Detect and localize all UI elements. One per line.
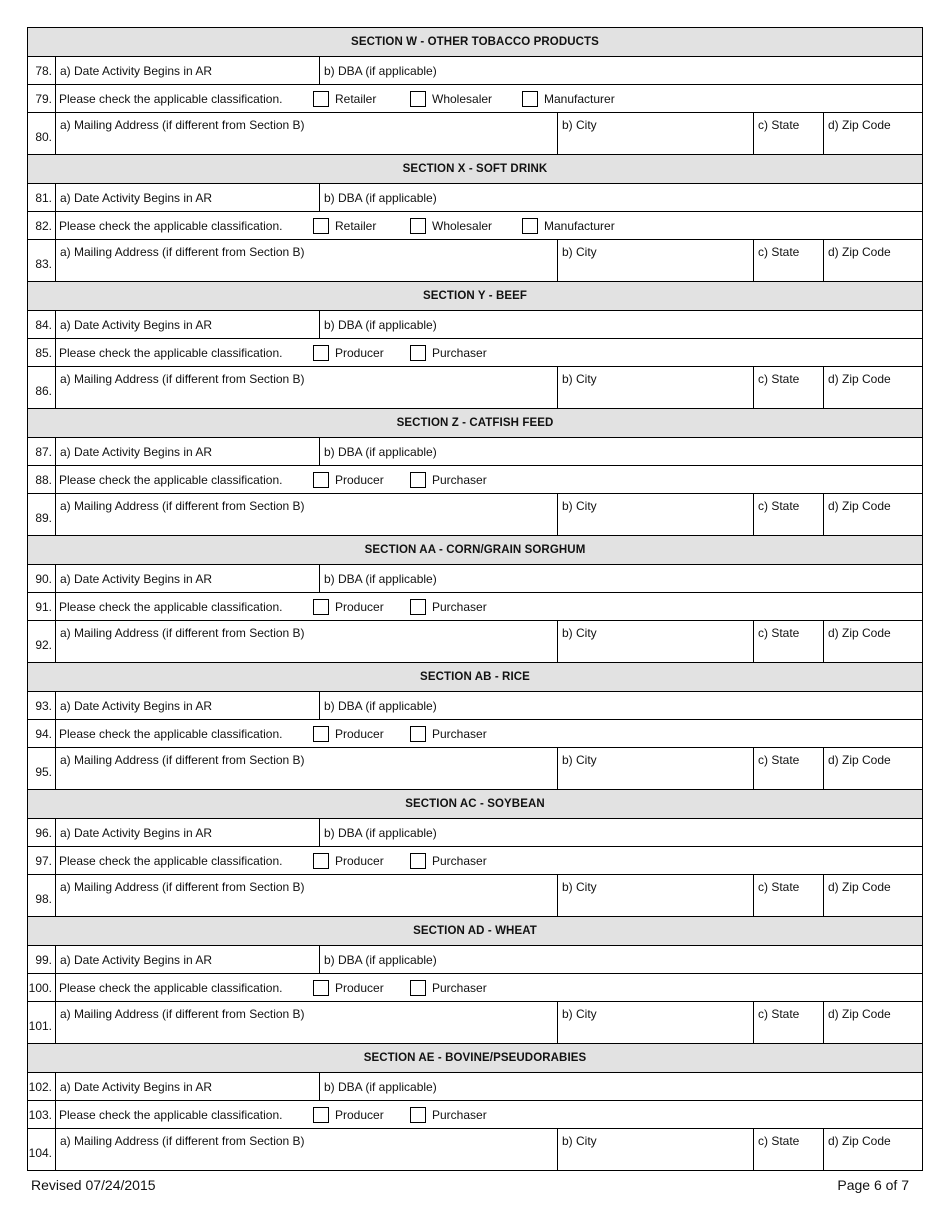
classification-option	[522, 218, 615, 234]
checkbox[interactable]	[313, 218, 329, 234]
zip-code-field[interactable]: d) Zip Code	[828, 245, 891, 259]
option-label: Purchaser	[432, 980, 487, 995]
option-label: Purchaser	[432, 853, 487, 868]
classification-option	[410, 1107, 522, 1123]
line-number: 101.	[28, 1002, 56, 1043]
zip-code-field[interactable]: d) Zip Code	[828, 753, 891, 767]
checkbox[interactable]	[410, 1107, 426, 1123]
classification-cell	[56, 847, 922, 874]
dba-field[interactable]: b) DBA (if applicable)	[324, 571, 437, 586]
city-field[interactable]: b) City	[558, 621, 754, 662]
line-number: 97.	[28, 847, 56, 874]
line-number: 94.	[28, 720, 56, 747]
date-dba-row	[28, 311, 922, 339]
checkbox[interactable]	[410, 980, 426, 996]
date-dba-row	[28, 692, 922, 720]
section-header: SECTION AC - SOYBEAN	[28, 790, 922, 819]
date-dba-row	[28, 565, 922, 593]
dba-field[interactable]: b) DBA (if applicable)	[324, 63, 437, 78]
option-label: Retailer	[335, 218, 377, 233]
option-label: Manufacturer	[544, 218, 615, 233]
line-number: 87.	[28, 438, 56, 465]
date-activity-field[interactable]: a) Date Activity Begins in AR	[56, 1073, 320, 1100]
date-dba-row	[28, 184, 922, 212]
line-number: 104.	[28, 1129, 56, 1170]
classification-option	[410, 726, 522, 742]
dba-field[interactable]: b) DBA (if applicable)	[324, 825, 437, 840]
checkbox[interactable]	[410, 472, 426, 488]
classification-label: Please check the applicable classification.	[59, 472, 283, 487]
classification-option	[313, 726, 410, 742]
checkbox[interactable]	[410, 853, 426, 869]
checkbox[interactable]	[410, 218, 426, 234]
state-field[interactable]: c) State	[754, 748, 824, 789]
address-row	[28, 621, 922, 663]
state-field[interactable]: c) State	[754, 240, 824, 281]
classification-label: Please check the applicable classification.	[59, 345, 283, 360]
section-header: SECTION AE - BOVINE/PSEUDORABIES	[28, 1044, 922, 1073]
address-row	[28, 1129, 922, 1171]
checkbox[interactable]	[313, 1107, 329, 1123]
line-number: 90.	[28, 565, 56, 592]
classification-option	[410, 853, 522, 869]
date-dba-row	[28, 946, 922, 974]
mailing-address-field[interactable]: a) Mailing Address (if different from Section B)	[56, 1129, 558, 1170]
dba-field[interactable]: b) DBA (if applicable)	[324, 444, 437, 459]
zip-code-field[interactable]: d) Zip Code	[828, 626, 891, 640]
checkbox[interactable]	[313, 472, 329, 488]
classification-cell	[56, 466, 922, 493]
state-field[interactable]: c) State	[754, 1129, 824, 1170]
option-label: Wholesaler	[432, 218, 493, 233]
line-number: 84.	[28, 311, 56, 338]
city-field[interactable]: b) City	[558, 1129, 754, 1170]
classification-row	[28, 720, 922, 748]
checkbox[interactable]	[410, 599, 426, 615]
classification-cell	[56, 85, 922, 112]
date-activity-field[interactable]: a) Date Activity Begins in AR	[56, 184, 320, 211]
line-number: 95.	[28, 748, 56, 789]
classification-cell	[56, 720, 922, 747]
line-number: 82.	[28, 212, 56, 239]
option-label: Purchaser	[432, 472, 487, 487]
state-field[interactable]: c) State	[754, 621, 824, 662]
address-row	[28, 367, 922, 409]
classification-option	[410, 980, 522, 996]
option-label: Producer	[335, 345, 384, 360]
checkbox[interactable]	[313, 599, 329, 615]
mailing-address-field[interactable]: a) Mailing Address (if different from Section B)	[56, 621, 558, 662]
checkbox[interactable]	[313, 91, 329, 107]
option-label: Purchaser	[432, 726, 487, 741]
line-number: 103.	[28, 1101, 56, 1128]
checkbox[interactable]	[313, 345, 329, 361]
classification-option	[313, 218, 410, 234]
section-header: SECTION Z - CATFISH FEED	[28, 409, 922, 438]
option-label: Producer	[335, 1107, 384, 1122]
line-number: 99.	[28, 946, 56, 973]
classification-label: Please check the applicable classification.	[59, 91, 283, 106]
classification-row	[28, 847, 922, 875]
date-activity-field[interactable]: a) Date Activity Begins in AR	[56, 692, 320, 719]
classification-cell	[56, 1101, 922, 1128]
address-row	[28, 113, 922, 155]
option-label: Retailer	[335, 91, 377, 106]
line-number: 83.	[28, 240, 56, 281]
zip-code-field[interactable]: d) Zip Code	[828, 880, 891, 894]
option-label: Producer	[335, 599, 384, 614]
dba-field[interactable]: b) DBA (if applicable)	[324, 317, 437, 332]
zip-code-field[interactable]: d) Zip Code	[828, 499, 891, 513]
zip-code-field[interactable]: d) Zip Code	[828, 118, 891, 132]
dba-field[interactable]: b) DBA (if applicable)	[324, 698, 437, 713]
zip-code-field[interactable]: d) Zip Code	[828, 1007, 891, 1021]
classification-cell	[56, 593, 922, 620]
dba-field[interactable]: b) DBA (if applicable)	[324, 190, 437, 205]
revised-date: Revised 07/24/2015	[31, 1177, 156, 1193]
checkbox[interactable]	[410, 91, 426, 107]
zip-code-field[interactable]: d) Zip Code	[828, 1134, 891, 1148]
classification-label: Please check the applicable classification.	[59, 726, 283, 741]
dba-field[interactable]: b) DBA (if applicable)	[324, 1079, 437, 1094]
checkbox[interactable]	[410, 345, 426, 361]
line-number: 86.	[28, 367, 56, 408]
option-label: Wholesaler	[432, 91, 493, 106]
date-activity-field[interactable]: a) Date Activity Begins in AR	[56, 438, 320, 465]
classification-row	[28, 974, 922, 1002]
line-number: 91.	[28, 593, 56, 620]
option-label: Producer	[335, 853, 384, 868]
line-number: 78.	[28, 57, 56, 84]
classification-label: Please check the applicable classification.	[59, 853, 283, 868]
classification-cell	[56, 339, 922, 366]
line-number: 100.	[28, 974, 56, 1001]
city-field[interactable]: b) City	[558, 367, 754, 408]
classification-option	[410, 599, 522, 615]
address-row	[28, 240, 922, 282]
checkbox[interactable]	[313, 980, 329, 996]
option-label: Producer	[335, 726, 384, 741]
city-field[interactable]: b) City	[558, 875, 754, 916]
line-number: 81.	[28, 184, 56, 211]
address-row	[28, 494, 922, 536]
line-number: 102.	[28, 1073, 56, 1100]
mailing-address-field[interactable]: a) Mailing Address (if different from Section B)	[56, 494, 558, 535]
classification-option	[313, 345, 410, 361]
state-field[interactable]: c) State	[754, 1002, 824, 1043]
page-number: Page 6 of 7	[837, 1177, 909, 1193]
date-dba-row	[28, 1073, 922, 1101]
date-activity-field[interactable]: a) Date Activity Begins in AR	[56, 311, 320, 338]
classification-option	[313, 980, 410, 996]
mailing-address-field[interactable]: a) Mailing Address (if different from Section B)	[56, 113, 558, 154]
state-field[interactable]: c) State	[754, 875, 824, 916]
classification-row	[28, 1101, 922, 1129]
classification-row	[28, 339, 922, 367]
date-activity-field[interactable]: a) Date Activity Begins in AR	[56, 565, 320, 592]
section-header: SECTION AB - RICE	[28, 663, 922, 692]
classification-row	[28, 466, 922, 494]
address-row	[28, 1002, 922, 1044]
state-field[interactable]: c) State	[754, 113, 824, 154]
section-header: SECTION AD - WHEAT	[28, 917, 922, 946]
mailing-address-field[interactable]: a) Mailing Address (if different from Section B)	[56, 748, 558, 789]
classification-option	[522, 91, 615, 107]
date-dba-row	[28, 819, 922, 847]
form-table	[27, 27, 923, 1171]
section-header: SECTION AA - CORN/GRAIN SORGHUM	[28, 536, 922, 565]
section-header: SECTION X - SOFT DRINK	[28, 155, 922, 184]
classification-option	[410, 345, 522, 361]
line-number: 79.	[28, 85, 56, 112]
address-row	[28, 748, 922, 790]
classification-cell	[56, 212, 922, 239]
classification-option	[410, 218, 522, 234]
checkbox[interactable]	[410, 726, 426, 742]
date-activity-field[interactable]: a) Date Activity Begins in AR	[56, 57, 320, 84]
city-field[interactable]: b) City	[558, 494, 754, 535]
option-label: Purchaser	[432, 345, 487, 360]
classification-label: Please check the applicable classification.	[59, 1107, 283, 1122]
city-field[interactable]: b) City	[558, 113, 754, 154]
line-number: 92.	[28, 621, 56, 662]
classification-row	[28, 212, 922, 240]
section-header: SECTION W - OTHER TOBACCO PRODUCTS	[28, 28, 922, 57]
mailing-address-field[interactable]: a) Mailing Address (if different from Section B)	[56, 875, 558, 916]
line-number: 98.	[28, 875, 56, 916]
classification-row	[28, 593, 922, 621]
state-field[interactable]: c) State	[754, 494, 824, 535]
date-dba-row	[28, 438, 922, 466]
classification-label: Please check the applicable classification.	[59, 599, 283, 614]
option-label: Producer	[335, 472, 384, 487]
zip-code-field[interactable]: d) Zip Code	[828, 372, 891, 386]
line-number: 85.	[28, 339, 56, 366]
city-field[interactable]: b) City	[558, 1002, 754, 1043]
classification-option	[410, 472, 522, 488]
classification-option	[313, 599, 410, 615]
classification-option	[410, 91, 522, 107]
address-row	[28, 875, 922, 917]
mailing-address-field[interactable]: a) Mailing Address (if different from Section B)	[56, 1002, 558, 1043]
classification-cell	[56, 974, 922, 1001]
date-activity-field[interactable]: a) Date Activity Begins in AR	[56, 819, 320, 846]
classification-option	[313, 91, 410, 107]
dba-field[interactable]: b) DBA (if applicable)	[324, 952, 437, 967]
option-label: Purchaser	[432, 599, 487, 614]
line-number: 96.	[28, 819, 56, 846]
option-label: Manufacturer	[544, 91, 615, 106]
classification-option	[313, 1107, 410, 1123]
checkbox[interactable]	[313, 853, 329, 869]
checkbox[interactable]	[522, 91, 538, 107]
city-field[interactable]: b) City	[558, 748, 754, 789]
date-dba-row	[28, 57, 922, 85]
line-number: 93.	[28, 692, 56, 719]
line-number: 80.	[28, 113, 56, 154]
state-field[interactable]: c) State	[754, 367, 824, 408]
mailing-address-field[interactable]: a) Mailing Address (if different from Section B)	[56, 367, 558, 408]
classification-option	[313, 472, 410, 488]
city-field[interactable]: b) City	[558, 240, 754, 281]
section-header: SECTION Y - BEEF	[28, 282, 922, 311]
classification-row	[28, 85, 922, 113]
date-activity-field[interactable]: a) Date Activity Begins in AR	[56, 946, 320, 973]
option-label: Purchaser	[432, 1107, 487, 1122]
option-label: Producer	[335, 980, 384, 995]
checkbox[interactable]	[313, 726, 329, 742]
checkbox[interactable]	[522, 218, 538, 234]
mailing-address-field[interactable]: a) Mailing Address (if different from Section B)	[56, 240, 558, 281]
line-number: 88.	[28, 466, 56, 493]
classification-option	[313, 853, 410, 869]
classification-label: Please check the applicable classification.	[59, 980, 283, 995]
line-number: 89.	[28, 494, 56, 535]
classification-label: Please check the applicable classification.	[59, 218, 283, 233]
